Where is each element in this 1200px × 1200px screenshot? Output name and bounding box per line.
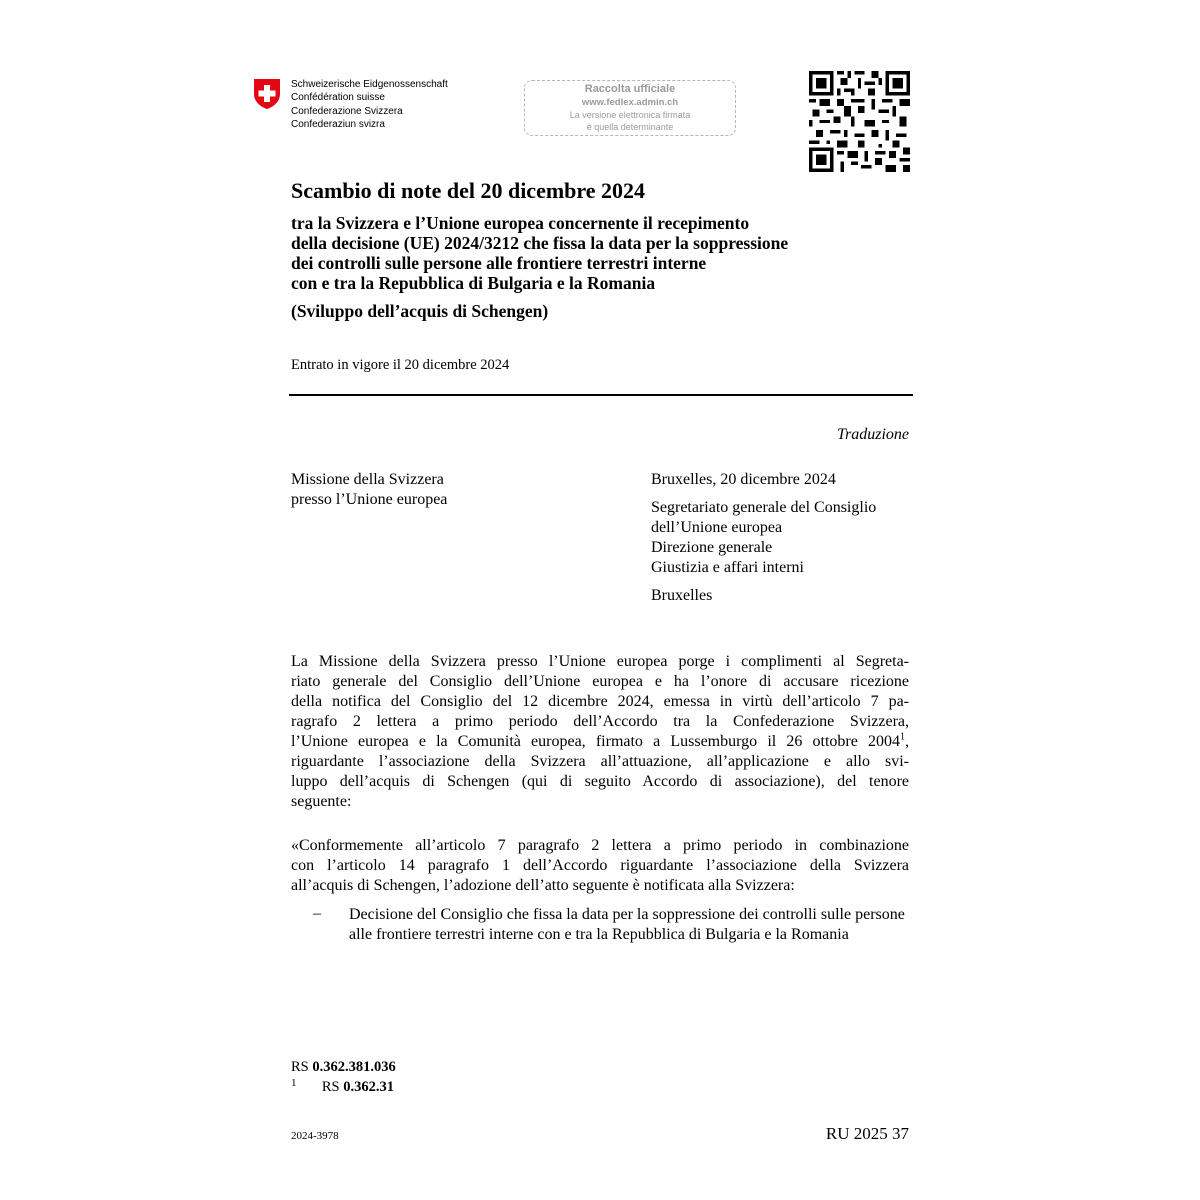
recipient-line: Giustizia e affari interni bbox=[651, 559, 804, 576]
stamp-title: Raccolta ufficiale bbox=[584, 83, 676, 95]
recipient-city: Bruxelles bbox=[651, 587, 713, 604]
subtitle-line: con e tra la Repubblica di Bulgaria e la Romania bbox=[291, 273, 656, 293]
document-subtitle bbox=[291, 213, 788, 293]
sender-line: Missione della Svizzera bbox=[291, 471, 444, 488]
stamp-note-2: è quella determinante bbox=[586, 122, 674, 132]
divider bbox=[289, 394, 913, 396]
paragraph-line: riguardante l’associazione della Svizzera all’attuazione, all’applicazione e allo svi- bbox=[291, 753, 909, 770]
paragraph-line: luppo dell’acquis di Schengen (qui di seguito Accordo di associazione), del tenore bbox=[291, 773, 909, 790]
sender-address bbox=[291, 470, 447, 510]
list-item: Decisione del Consiglio che fissa la data per la soppressione dei controlli sulle persone alle frontiere terrestri interne con e tra la Repubblica di Bulgaria e la Romania bbox=[349, 906, 905, 943]
paragraph-line: l’Unione europea e la Comunità europea, firmato a Lussemburgo il 26 ottobre 2004 bbox=[291, 733, 900, 750]
paragraph-line: della notifica del Consiglio del 12 dicembre 2024, emessa in virtù dell’articolo 7 pa- bbox=[291, 693, 909, 710]
paragraph-line: all’acquis di Schengen, l’adozione dell’atto seguente è notificata alla Svizzera: bbox=[291, 877, 795, 894]
paragraph-line: seguente: bbox=[291, 793, 352, 810]
stamp-note-1: La versione elettronica firmata bbox=[569, 110, 691, 120]
footnote-number: 1 bbox=[291, 1077, 297, 1089]
recipient-line: Segretariato generale del Consiglio bbox=[651, 499, 877, 516]
development-note: (Sviluppo dell’acquis di Schengen) bbox=[291, 301, 549, 321]
subtitle-line: dei controlli sulle persone alle frontiere terrestri interne bbox=[291, 253, 707, 273]
in-force-date: Entrato in vigore il 20 dicembre 2024 bbox=[291, 357, 510, 373]
date-place: Bruxelles, 20 dicembre 2024 bbox=[651, 471, 836, 488]
paragraph-line: «Conformemente all’articolo 7 paragrafo 2 lettera a primo periodo in combinazione bbox=[291, 837, 909, 854]
footnote bbox=[291, 1079, 394, 1096]
stamp-url[interactable]: www.fedlex.admin.ch bbox=[581, 97, 679, 108]
file-number: 2024-3978 bbox=[291, 1130, 339, 1142]
paragraph-line: La Missione della Svizzera presso l’Unione europea porge i complimenti al Segreta- bbox=[291, 653, 909, 670]
list-dash: – bbox=[313, 905, 321, 922]
qr-code-icon[interactable] bbox=[809, 71, 910, 172]
footnote-rs-number: 0.362.31 bbox=[343, 1079, 394, 1095]
confederation-name-de: Schweizerische Eidgenossenschaft bbox=[291, 79, 448, 90]
paragraph-line: con l’articolo 14 paragrafo 1 dell’Accordo riguardante l’associazione della Svizzera bbox=[291, 857, 909, 874]
subtitle-line: della decisione (UE) 2024/3212 che fissa la data per la soppressione bbox=[291, 233, 789, 253]
recipient-block bbox=[651, 470, 876, 606]
body-paragraph-2 bbox=[291, 836, 909, 896]
recipient-line: Direzione generale bbox=[651, 539, 773, 556]
rs-reference bbox=[291, 1059, 396, 1076]
confederation-names bbox=[291, 78, 448, 131]
sender-line: presso l’Unione europea bbox=[291, 491, 448, 508]
translation-label: Traduzione bbox=[836, 426, 909, 443]
footnote-reference[interactable]: 1 bbox=[900, 731, 905, 743]
footnote-rs-prefix: RS bbox=[321, 1079, 340, 1095]
recipient-line: dell’Unione europea bbox=[651, 519, 783, 536]
swiss-flag-icon bbox=[253, 78, 281, 110]
subtitle-line: tra la Svizzera e l’Unione europea concernente il recepimento bbox=[291, 213, 750, 233]
paragraph-line: riato generale del Consiglio dell’Unione europea e ha l’onore di accusare ricezione bbox=[291, 673, 909, 690]
confederation-name-fr: Confédération suisse bbox=[291, 92, 385, 104]
paragraph-line: ragrafo 2 lettera a primo periodo dell’Accordo tra la Confederazione Svizzera, bbox=[291, 713, 909, 730]
body-paragraph-1 bbox=[291, 652, 909, 812]
rs-prefix: RS bbox=[291, 1059, 309, 1075]
rs-number: 0.362.381.036 bbox=[312, 1059, 396, 1075]
confederation-name-it: Confederazione Svizzera bbox=[291, 105, 403, 117]
confederation-name-rm: Confederaziun svizra bbox=[291, 118, 385, 130]
paragraph-line-with-ref: l’Unione europea e la Comunità europea, firmato a Lussemburgo il 26 ottobre 2004$^1$, bbox=[291, 731, 909, 750]
official-collection-stamp bbox=[524, 80, 736, 136]
ru-reference: RU 2025 37 bbox=[825, 1124, 909, 1143]
document-title: Scambio di note del 20 dicembre 2024 bbox=[291, 178, 646, 203]
